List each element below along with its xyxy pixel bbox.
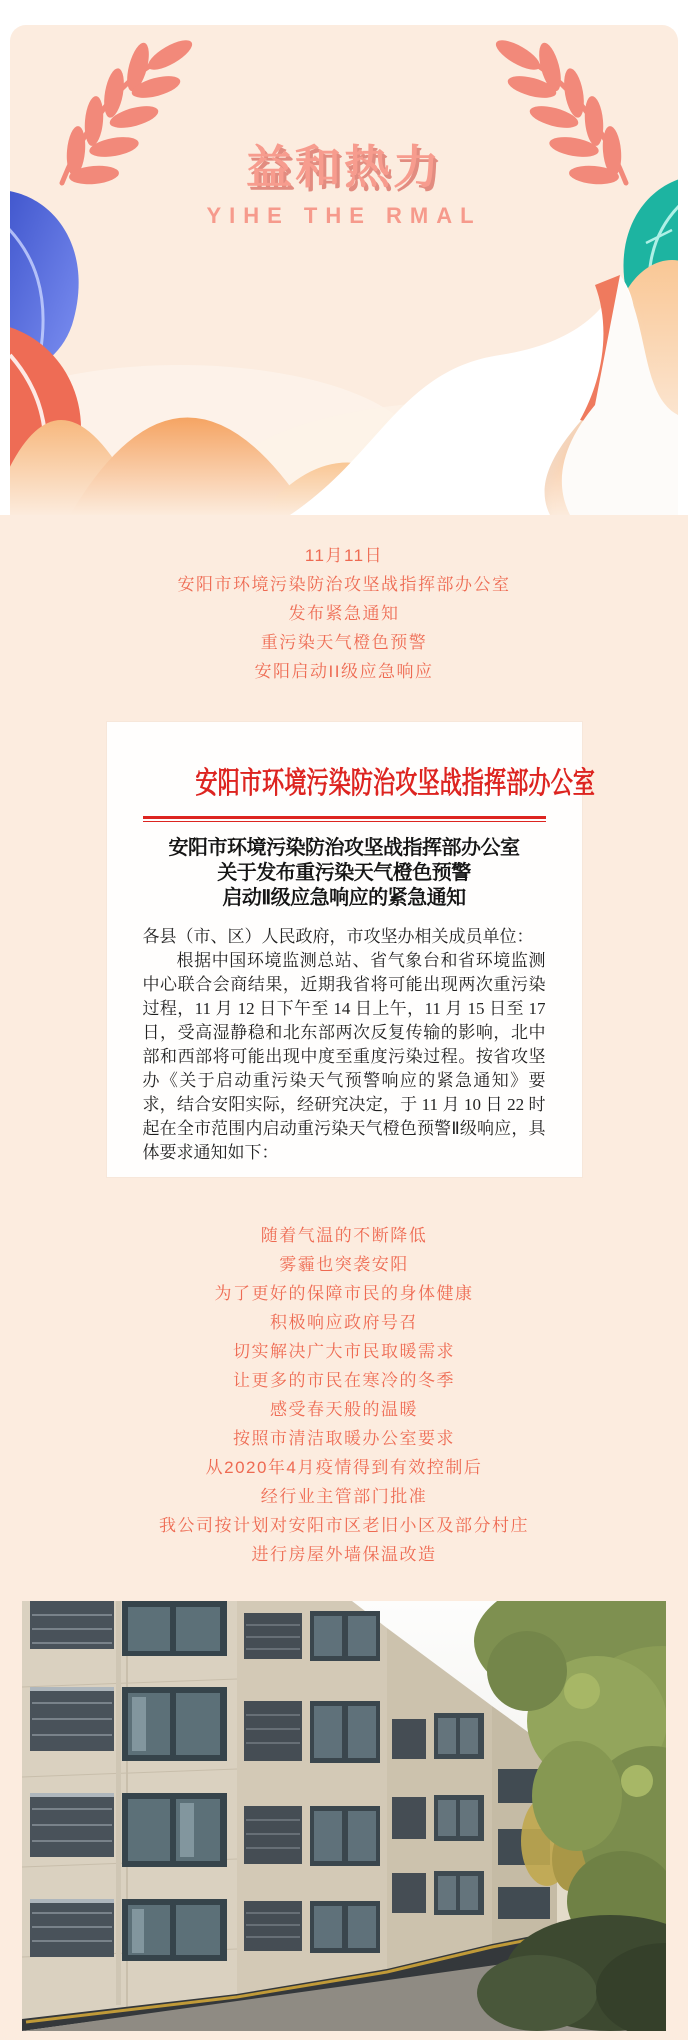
doc-title-line: 关于发布重污染天气橙色预警 [217,862,471,884]
facade-far [392,1713,484,1915]
slogan-line: 我公司按计划对安阳市区老旧小区及部分村庄 [159,1516,529,1535]
brand-subtitle: YIHE THE RMAL [206,203,482,228]
building-photo[interactable] [22,1601,666,2031]
intro-section [0,515,688,686]
building-photo-image [22,1601,666,2031]
slogan-line: 切实解决广大市民取暖需求 [233,1342,455,1361]
slogan-line: 经行业主管部门批准 [260,1487,428,1506]
doc-red-header: 安阳市环境污染防治攻坚战指挥部办公室 [194,767,595,800]
slogan-line: 感受春天般的温暖 [270,1400,418,1419]
slogan-line: 从2020年4月疫情得到有效控制后 [205,1458,483,1477]
doc-title-line: 启动Ⅱ级应急响应的紧急通知 [222,887,466,909]
doc-title-line: 安阳市环境污染防治攻坚战指挥部办公室 [168,837,520,859]
slogan-line: 按照市清洁取暖办公室要求 [233,1429,455,1448]
doc-title [143,836,546,911]
brand-title: 益和热力 [246,141,442,193]
intro-line: 安阳启动II级应急响应 [254,662,434,681]
slogan-line: 为了更好的保障市民的身体健康 [214,1284,474,1303]
slogan-line: 雾霾也突袭安阳 [279,1255,409,1274]
slogan-line: 进行房屋外墙保温改造 [251,1545,437,1564]
intro-line: 安阳市环境污染防治攻坚战指挥部办公室 [177,575,511,594]
intro-line: 11月11日 [304,546,384,565]
intro-line: 重污染天气橙色预警 [260,633,428,652]
intro-line: 发布紧急通知 [288,604,400,623]
slogan-line: 随着气温的不断降低 [260,1226,428,1245]
slogan-line: 积极响应政府号召 [270,1313,418,1332]
slogan-line: 让更多的市民在寒冷的冬季 [233,1371,455,1390]
banner-illustration [10,25,678,515]
slogan-section [0,1221,688,1569]
official-notice-card [107,722,595,1177]
doc-red-divider [143,816,546,822]
header-banner [10,25,678,515]
doc-salutation: 各县（市、区）人民政府，市攻坚办相关成员单位： [142,927,534,946]
doc-body-paragraph: 根据中国环境监测总站、省气象台和省环境监测中心联合会商结果，近期我省将可能出现两次重污染过程，11 月 12 日下午至 14 日上午，11 月 15 日至 17 日，受高湿静稳和北东部两次反复传输的影响，北中部和西部将可能出现中度至重度污染过程。按省攻坚办《关于启动重污染天气预警响应的紧急通知》要求，结合安阳实际，经研究决定，于 11 月 10 日 22 时起在全市范围内启动重污染天气橙色预警Ⅱ级响应，具体要求通知如下： [142,951,546,1162]
